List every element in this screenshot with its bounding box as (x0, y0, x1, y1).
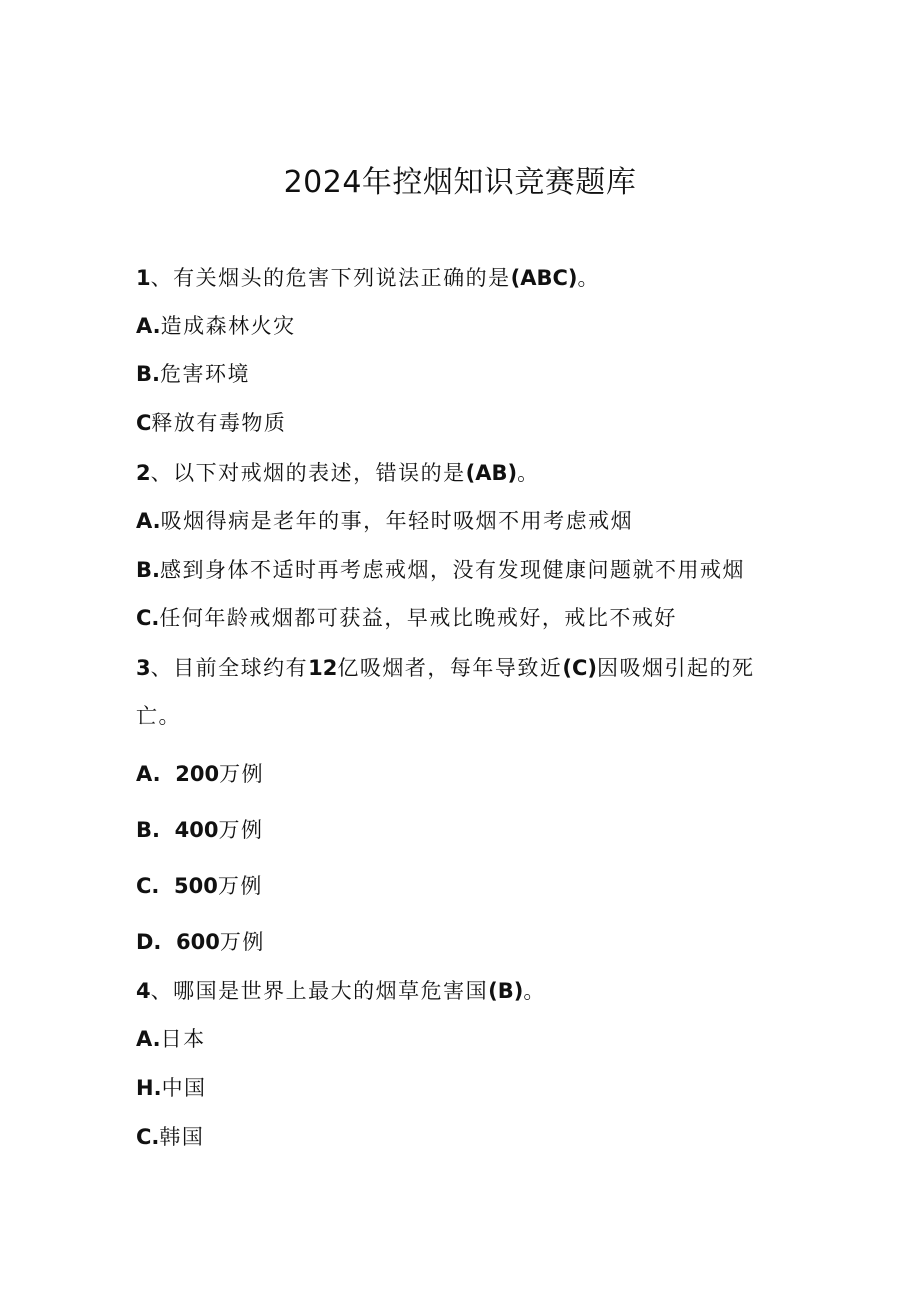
question-number-value: 12 (308, 656, 338, 680)
option-2a (136, 506, 633, 536)
option-key: C. 500 (136, 874, 218, 898)
question-number: 1 (136, 266, 151, 290)
question-answer: (ABC) (510, 266, 578, 290)
question-text: 、目前全球约有 (150, 656, 309, 680)
option-key: C. (136, 606, 160, 630)
option-4a (136, 1024, 206, 1054)
option-3c (136, 871, 263, 901)
question-3-continued: 亡。 (136, 704, 181, 728)
option-text: 危害环境 (159, 362, 250, 386)
option-2b (136, 555, 745, 585)
option-key: C (136, 411, 152, 435)
question-number: 3 (136, 656, 151, 680)
question-4 (136, 976, 546, 1006)
option-key: A. (136, 1027, 161, 1051)
option-key: A. 200 (136, 762, 220, 786)
question-1 (136, 263, 600, 293)
option-key: B. (136, 558, 160, 582)
question-2 (136, 458, 540, 488)
option-text: 万例 (218, 818, 264, 842)
question-number: 2 (136, 461, 151, 485)
option-key: C. (136, 1125, 160, 1149)
question-text: 、有关烟头的危害下列说法正确的是 (150, 266, 511, 290)
question-text: 、以下对戒烟的表述，错误的是 (150, 461, 466, 485)
option-text: 任何年龄戒烟都可获益，早戒比晚戒好，戒比不戒好 (159, 606, 677, 630)
question-answer: (AB) (465, 461, 518, 485)
option-text: 感到身体不适时再考虑戒烟，没有发现健康问题就不用戒烟 (159, 558, 745, 582)
option-3a (136, 759, 264, 789)
question-text-middle: 亿吸烟者，每年导致近 (337, 656, 563, 680)
question-text-end: 。 (517, 461, 540, 485)
question-number: 4 (136, 979, 151, 1003)
option-1a (136, 311, 296, 341)
question-3 (136, 653, 754, 683)
option-text: 中国 (161, 1076, 207, 1100)
option-3b (136, 815, 263, 845)
option-text: 万例 (217, 874, 263, 898)
option-key: A. (136, 509, 161, 533)
question-answer: (C) (562, 656, 597, 680)
option-text: 造成森林火灾 (160, 314, 296, 338)
option-text: 吸烟得病是老年的事，年轻时吸烟不用考虑戒烟 (160, 509, 634, 533)
option-key: B. 400 (136, 818, 219, 842)
question-answer: (B) (488, 979, 524, 1003)
document-title: 2024年控烟知识竞赛题库 (283, 165, 637, 200)
question-text-end: 因吸烟引起的死 (596, 656, 755, 680)
option-key: D. 600 (136, 930, 220, 954)
question-text-end: 。 (523, 979, 546, 1003)
option-2c (136, 603, 677, 633)
option-3d (136, 927, 265, 957)
option-1c (136, 408, 286, 438)
option-1b (136, 359, 250, 389)
option-key: A. (136, 314, 161, 338)
option-key: B. (136, 362, 160, 386)
option-text: 万例 (219, 762, 265, 786)
option-text: 韩国 (159, 1125, 205, 1149)
option-text: 释放有毒物质 (151, 411, 287, 435)
question-text: 、哪国是世界上最大的烟草危害国 (150, 979, 489, 1003)
option-text: 万例 (219, 930, 265, 954)
option-text: 日本 (160, 1027, 206, 1051)
question-text-end: 。 (577, 266, 600, 290)
option-4b (136, 1073, 207, 1103)
option-key: H. (136, 1076, 162, 1100)
option-4c (136, 1122, 204, 1152)
